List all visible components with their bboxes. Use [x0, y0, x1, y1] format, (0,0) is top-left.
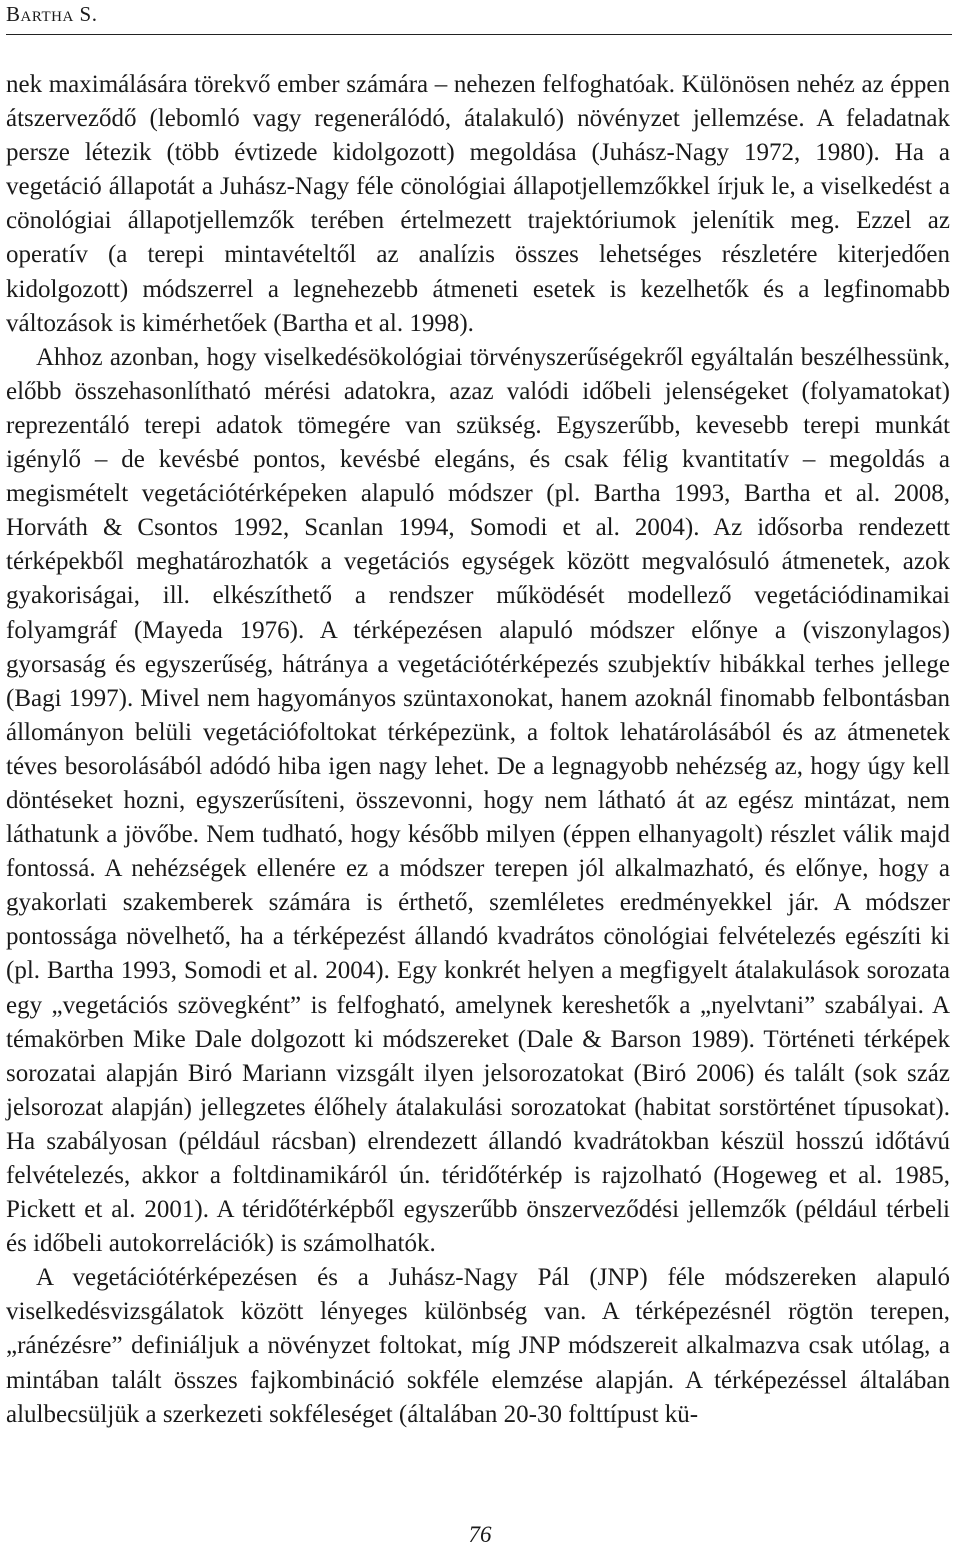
paragraph-3: A vegetációtérképezésen és a Juhász-Nagy Pál (JNP) féle módszereken alapuló viselkedésvizsgálatok között lényeges különbség van. A térképezésnél rögtön terepen, „ránézésre” definiáljuk a növényzet foltokat, míg JNP módszereit alkalmazva csak utólag, a mintában talált összes fajkombináció sokféle elemzése alapján. A térképezéssel általában alulbecsüljük a szerkezeti sokféleséget (általában 20-30 folttípust kü- [6, 1264, 950, 1428]
running-head: Bartha S. [6, 2, 98, 26]
header-rule [6, 34, 952, 35]
paragraph-2: Ahhoz azonban, hogy viselkedésökológiai törvényszerűségekről egyáltalán beszélhessünk, előbb összehasonlítható mérési adatokra, azaz valódi időbeli jelenségeket (folyamatokat) reprezentáló terepi adatok tömegére van szükség. Egyszerűbb, kevesebb terepi munkát igénylő – de kevésbé pontos, kevésbé elegáns, és csak félig kvantitatív – megoldás a megismételt vegetációtérképeken alapuló módszer (pl. Bartha 1993, Bartha et al. 2008, Horváth & Csontos 1992, Scanlan 1994, Somodi et al. 2004). Az idősorba rendezett térképekből meghatározhatók a vegetációs egységek között megvalósuló átmenetek, azok gyakoriságai, ill. elkészíthető a rendszer működését modellező vegetációdinamikai folyamgráf (Mayeda 1976). A térképezésen alapuló módszer előnye a (viszonylagos) gyorsaság és egyszerűség, hátránya a vegetációtérképezés szubjektív hibákkal terhes jellege (Bagi 1997). Mivel nem hagyományos szüntaxonokat, hanem azoknál finomabb felbontásban állományon belüli vegetációfoltokat térképezünk, a foltok lehatárolásából és az átmenetek téves besorolásából adódó hiba igen nagy lehet. De a legnagyobb nehézség az, hogy úgy kell döntéseket hozni, egyszerűsíteni, összevonni, hogy nem látható át az egész mintázat, nem láthatunk a jövőbe. Nem tudható, hogy később milyen (éppen elhanyagolt) részlet válik majd fontossá. A nehézségek ellenére ez a módszer terepen jól alkalmazható, és előnye, hogy a gyakorlati szakemberek számára is érthető, szemléletes eredményekkel jár. A módszer pontossága növelhető, ha a térképezést állandó kvadrátos cönológiai felvételezés egészíti ki (pl. Bartha 1993, Somodi et al. 2004). Egy konkrét helyen a megfigyelt átalakulások sorozata egy „vegetációs szövegként” is felfogható, amelynek kereshetők a „nyelvtani” szabályai. A témakörben Mike Dale dolgozott ki módszereket (Dale & Barson 1989). Történeti térképek sorozatai alapján Biró Mariann vizsgált ilyen jelsorozatokat (Biró 2006) és talált (sok száz jelsorozat alapján) jellegzetes élőhely átalakulási sorozatokat (habitat sorstörténet típusokat). Ha szabályosan (például rácsban) elrendezett állandó kvadrátokban készül hosszú időtávú felvételezés, akkor a foltdinamikáról ún. téridőtérkép is rajzolható (Hogeweg et al. 1985, Pickett et al. 2001). A téridőtérképből egyszerűbb önszerveződési jellemzők (például térbeli és időbeli autokorrelációk) is számolhatók. [6, 343, 950, 1258]
paragraph-1: nek maximálására törekvő ember számára – nehezen felfoghatóak. Különösen nehéz az éppen átszerveződő (lebomló vagy regenerálódó, átalakuló) növényzet jellemzése. A feladatnak persze létezik (több évtizede kidolgozott) megoldása (Juhász-Nagy 1972, 1980). Ha a vegetáció állapotát a Juhász-Nagy féle cönológiai állapotjellemzőkkel írjuk le, a viselkedést a cönológiai állapotjellemzők terében értelmezett trajektóriumok jelenítik meg. Ezzel az operatív (a terepi mintavételtől az analízis összes lehetséges részletére kiterjedően kidolgozott) módszerrel a legnehezebb átmeneti esetek is kezelhetők és a legfinomabb változások is kimérhetőek (Bartha et al. 1998). [6, 71, 950, 337]
body-text [6, 68, 950, 1432]
page-number: 76 [468, 1522, 492, 1547]
